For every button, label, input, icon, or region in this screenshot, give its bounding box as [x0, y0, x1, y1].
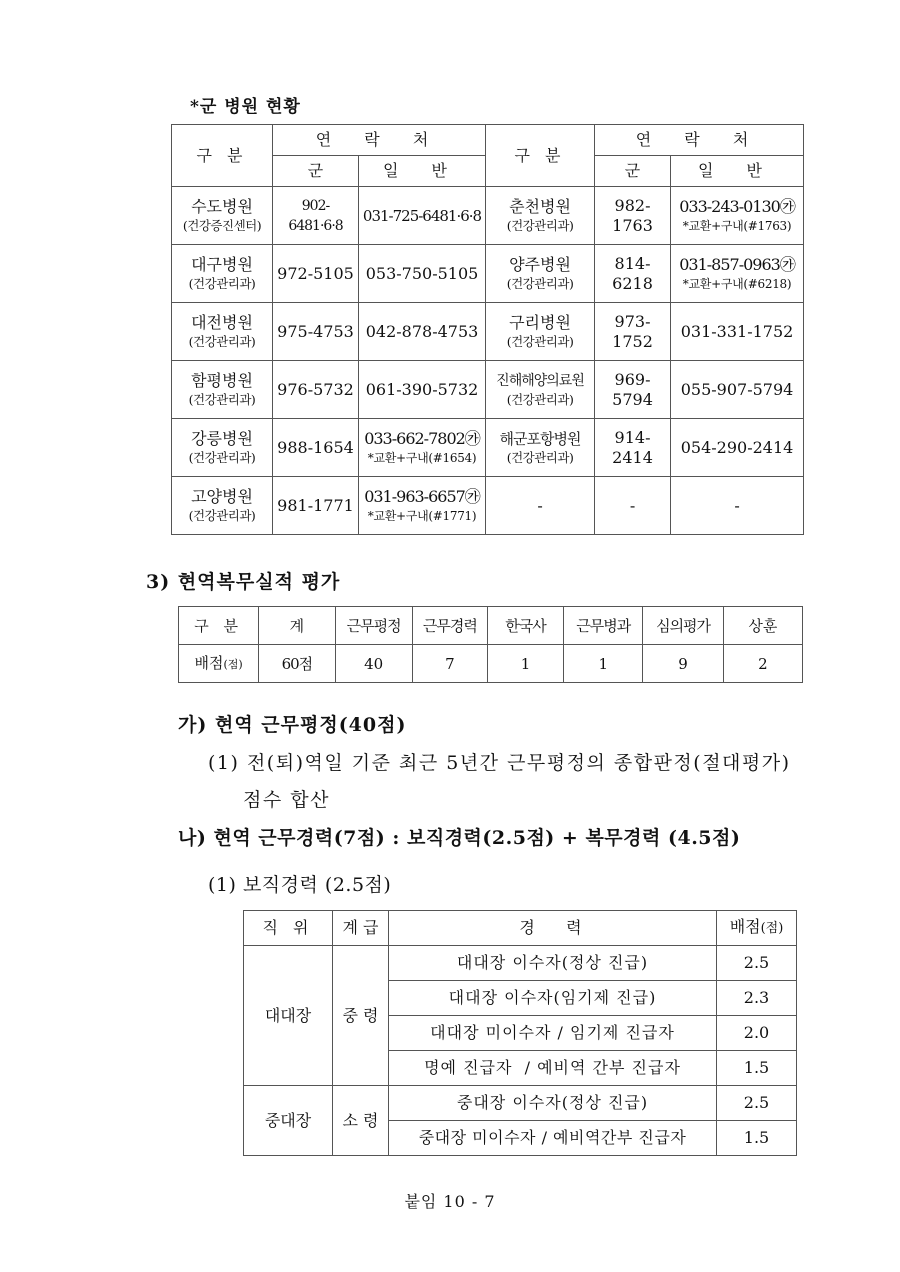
- eval-row-label-cell: [179, 645, 259, 683]
- career-header-rank: 계 급: [333, 911, 389, 946]
- hospital-name: 함평병원: [191, 370, 253, 390]
- subsection-na-title: 나) 현역 근무경력(7점) : 보직경력(2.5점) + 복무경력 (4.5점): [178, 827, 741, 849]
- hospital-name: 해군포항병원: [499, 429, 581, 448]
- military-phone: 902-6481·6·8: [273, 187, 359, 245]
- eval-value-rating: 40: [335, 645, 412, 683]
- military-phone: 973-1752: [595, 303, 671, 361]
- career-header-score-unit: (점): [760, 921, 784, 936]
- career-score: 2.3: [717, 981, 797, 1016]
- eval-header-career: 근무경력: [412, 607, 487, 645]
- hospital-name: 수도병원: [191, 196, 253, 216]
- table-row: [244, 946, 797, 981]
- civil-phone: 053-750-5105: [359, 245, 486, 303]
- extension-note: *교환+구내(#1763): [682, 218, 792, 233]
- eval-header-total: 계: [259, 607, 335, 645]
- eval-header-review: 심의평가: [643, 607, 723, 645]
- military-phone: 914-2414: [595, 419, 671, 477]
- career-score: 2.0: [717, 1016, 797, 1051]
- hospital-section-title: *군 병원 현황: [190, 97, 301, 117]
- hospital-cell: [486, 187, 595, 245]
- subsection-ga-item-line2: 점수 합산: [243, 789, 330, 811]
- eval-value-review: 9: [643, 645, 723, 683]
- hospital-cell: [172, 187, 273, 245]
- eval-header-category: 구 분: [179, 607, 259, 645]
- header-category-right: 구 분: [486, 125, 595, 187]
- hospital-table: [171, 124, 804, 535]
- extension-note: *교환+구내(#1654): [367, 450, 477, 465]
- career-header-career: 경 력: [389, 911, 717, 946]
- hospital-dept: (건강관리과): [506, 392, 574, 407]
- civil-phone: 031-725-6481·6·8: [359, 187, 486, 245]
- career-position: 대대장: [244, 946, 333, 1086]
- subsection-ga-title: 가) 현역 근무평정(40점): [178, 714, 407, 736]
- table-row: [179, 645, 803, 683]
- civil-phone: 031-857-0963㉮: [679, 254, 795, 274]
- military-phone: -: [595, 477, 671, 535]
- page-number: 붙임 10 - 7: [404, 1192, 496, 1211]
- career-score: 1.5: [717, 1121, 797, 1156]
- table-row: [172, 245, 804, 303]
- military-phone: 975-4753: [273, 303, 359, 361]
- career-desc: 명예 진급자 / 예비역 간부 진급자: [389, 1051, 717, 1086]
- table-row: [244, 1086, 797, 1121]
- civil-phone-cell: [359, 419, 486, 477]
- table-row: [179, 607, 803, 645]
- eval-value-history: 1: [487, 645, 563, 683]
- civil-phone-cell: [359, 477, 486, 535]
- civil-phone: 033-662-7802㉮: [364, 428, 480, 448]
- eval-value-award: 2: [723, 645, 802, 683]
- hospital-name: 구리병원: [509, 312, 571, 332]
- career-desc: 대대장 이수자(정상 진급): [389, 946, 717, 981]
- military-phone: 976-5732: [273, 361, 359, 419]
- hospital-name: -: [486, 477, 595, 535]
- civil-phone: 054-290-2414: [671, 419, 804, 477]
- hospital-dept: (건강관리과): [188, 333, 256, 349]
- hospital-dept: (건강관리과): [188, 275, 256, 291]
- hospital-name: 대구병원: [191, 254, 253, 274]
- eval-header-history: 한국사: [487, 607, 563, 645]
- civil-phone: 031-331-1752: [671, 303, 804, 361]
- military-phone: 972-5105: [273, 245, 359, 303]
- hospital-name: 춘천병원: [509, 196, 571, 216]
- header-contact-left: 연 락 처: [273, 125, 486, 156]
- eval-header-branch: 근무병과: [564, 607, 643, 645]
- hospital-name: 양주병원: [509, 254, 571, 274]
- career-header-score-cell: [717, 911, 797, 946]
- header-military-right: 군: [595, 156, 671, 187]
- hospital-cell: [172, 245, 273, 303]
- table-row: [172, 303, 804, 361]
- military-phone: 969-5794: [595, 361, 671, 419]
- hospital-cell: [172, 361, 273, 419]
- hospital-dept: (건강관리과): [188, 391, 256, 407]
- hospital-name: 강릉병원: [191, 428, 253, 448]
- header-civil-right: 일 반: [671, 156, 804, 187]
- civil-phone-cell: [671, 187, 804, 245]
- civil-phone: 031-963-6657㉮: [364, 486, 480, 506]
- table-row: [172, 187, 804, 245]
- hospital-dept: (건강관리과): [188, 507, 256, 523]
- subsection-ga-item-line1: (1) 전(퇴)역일 기준 최근 5년간 근무평정의 종합판정(절대평가): [208, 752, 791, 774]
- header-contact-right: 연 락 처: [595, 125, 804, 156]
- subsection-na-item: (1) 보직경력 (2.5점): [208, 874, 392, 896]
- extension-note: *교환+구내(#1771): [367, 508, 477, 523]
- eval-header-rating: 근무평정: [335, 607, 412, 645]
- career-table: [243, 910, 797, 1156]
- career-header-position: 직 위: [244, 911, 333, 946]
- hospital-cell: [172, 477, 273, 535]
- hospital-cell: [486, 303, 595, 361]
- military-phone: 981-1771: [273, 477, 359, 535]
- eval-value-total: 60점: [259, 645, 335, 683]
- table-row: [172, 419, 804, 477]
- military-phone: 814-6218: [595, 245, 671, 303]
- hospital-dept: (건강관리과): [506, 217, 574, 233]
- career-desc: 중대장 이수자(정상 진급): [389, 1086, 717, 1121]
- table-row: [244, 911, 797, 946]
- career-desc: 대대장 이수자(임기제 진급): [389, 981, 717, 1016]
- civil-phone: 042-878-4753: [359, 303, 486, 361]
- career-score: 2.5: [717, 946, 797, 981]
- hospital-cell: [486, 245, 595, 303]
- career-rank: 중 령: [333, 946, 389, 1086]
- career-desc: 대대장 미이수자 / 임기제 진급자: [389, 1016, 717, 1051]
- career-position: 중대장: [244, 1086, 333, 1156]
- civil-phone: 061-390-5732: [359, 361, 486, 419]
- hospital-name: 고양병원: [191, 486, 253, 506]
- table-row: [172, 361, 804, 419]
- header-civil-left: 일 반: [359, 156, 486, 187]
- header-category-left: 구 분: [172, 125, 273, 187]
- eval-value-branch: 1: [564, 645, 643, 683]
- civil-phone: -: [671, 477, 804, 535]
- civil-phone: 033-243-0130㉮: [679, 196, 795, 216]
- hospital-dept: (건강관리과): [506, 449, 574, 465]
- hospital-cell: [486, 361, 595, 419]
- hospital-cell: [486, 419, 595, 477]
- hospital-dept: (건강관리과): [188, 449, 256, 465]
- hospital-cell: [172, 419, 273, 477]
- career-rank: 소 령: [333, 1086, 389, 1156]
- eval-value-career: 7: [412, 645, 487, 683]
- military-phone: 982-1763: [595, 187, 671, 245]
- eval-row-label: 배점: [194, 653, 224, 672]
- hospital-dept: (건강관리과): [506, 275, 574, 291]
- table-row: [172, 477, 804, 535]
- career-score: 1.5: [717, 1051, 797, 1086]
- hospital-dept: (건강관리과): [506, 333, 574, 349]
- hospital-name: 대전병원: [191, 312, 253, 332]
- evaluation-section-title: 3) 현역복무실적 평가: [146, 571, 341, 593]
- civil-phone-cell: [671, 245, 804, 303]
- civil-phone: 055-907-5794: [671, 361, 804, 419]
- eval-row-unit: (점): [223, 657, 243, 671]
- hospital-cell: [172, 303, 273, 361]
- career-score: 2.5: [717, 1086, 797, 1121]
- career-header-score: 배점: [729, 917, 761, 936]
- extension-note: *교환+구내(#6218): [682, 276, 792, 291]
- military-phone: 988-1654: [273, 419, 359, 477]
- hospital-name: 진해해양의료원: [496, 373, 584, 389]
- header-military-left: 군: [273, 156, 359, 187]
- evaluation-table: [178, 606, 803, 683]
- hospital-dept: (건강증진센터): [182, 217, 262, 233]
- career-desc: 중대장 미이수자 / 예비역간부 진급자: [389, 1121, 717, 1156]
- eval-header-award: 상훈: [723, 607, 802, 645]
